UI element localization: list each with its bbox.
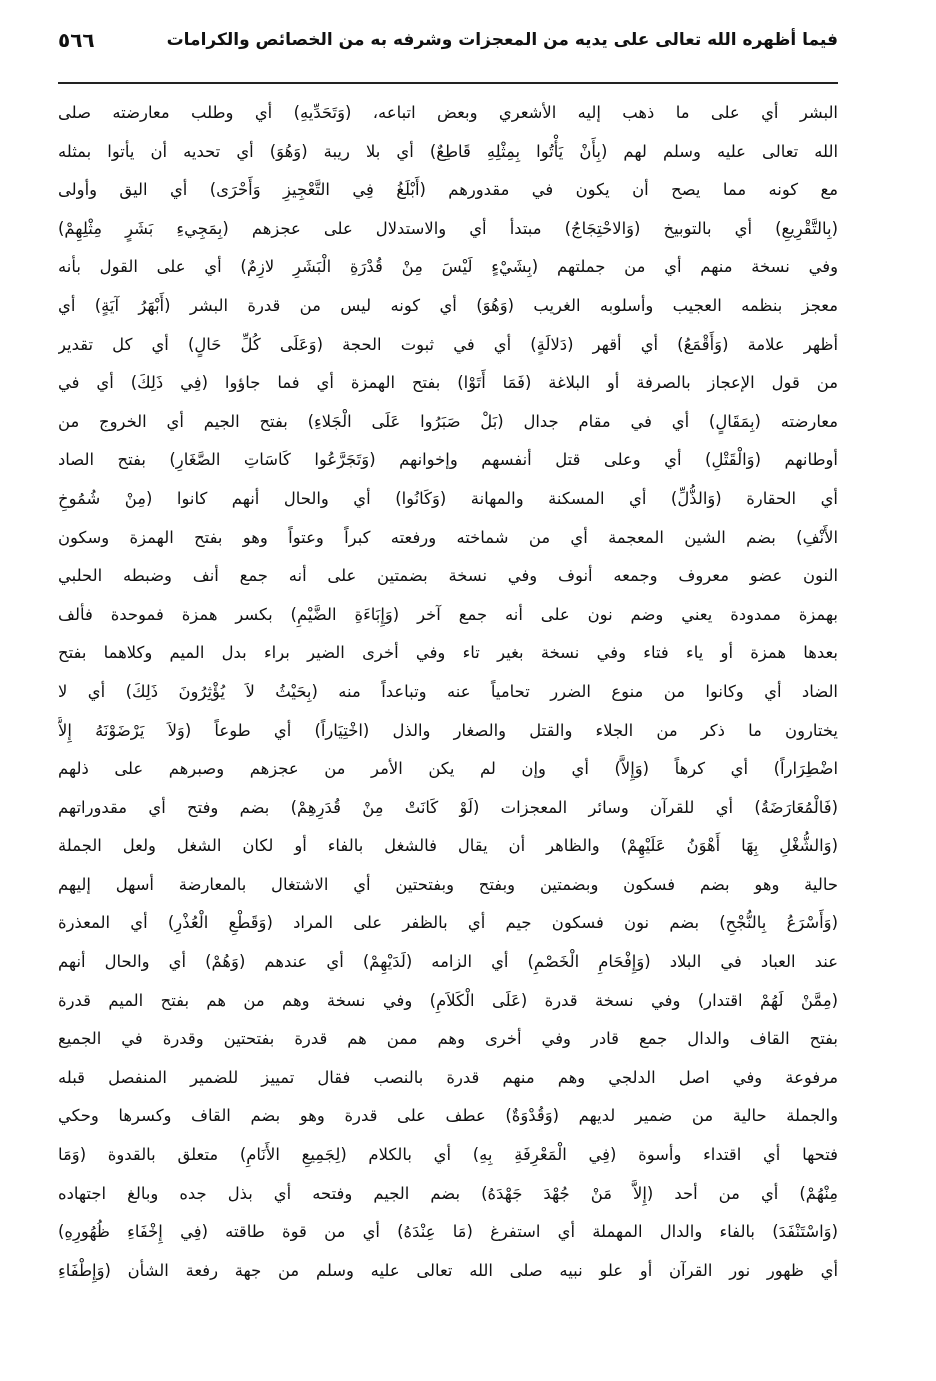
page-header <box>58 18 838 74</box>
text-line: فتحها أي اقتداء وأسوة (فِي الْمَعْرِفَةِ بِهِ) أي بالكلام (لِجَمِيعِ الأَنَامِ) متعلق بالقدوة (وَمَا <box>58 1145 838 1165</box>
page-number: ٥٦٦ <box>58 28 95 52</box>
text-line: عند العباد في البلاد (وَإِفْحَامِ الْخَصْمِ) أي الزامه (لَدَيْهِمْ) أي عندهم (وَهُمْ) أي والحال أنهم <box>58 952 838 972</box>
text-line: النون عضو معروف وجمعه أنوف وفي نسخة بضمتين على أنه جمع أنف وضبطه الحلبي <box>58 566 838 586</box>
text-line: من قول الإعجاز بالصرفة أو البلاغة (فَمَا أَتَوْا) بفتح الهمزة أي فما جاؤوا (فِي ذَلِكَ) أي في <box>58 373 838 393</box>
text-line: بعدها همزة أو ياء فتاء وفي نسخة بغير تاء وفي أخرى الضير براء بدل الميم وكلاهما بفتح <box>58 643 838 663</box>
commentary-text <box>58 94 838 1290</box>
text-line: مع كونه مما يصح أن يكون في مقدورهم (أَبْلَغُ فِي التَّعْجِيزِ وَأَحْرَى) أي اليق وأولى <box>58 180 838 200</box>
text-line: (فَالْمُعَارَضَةُ) أي للقرآن وسائر المعجزات (لَوْ كَانَتْ مِنْ قُدَرِهِمْ) بضم وفتح أي مقدوراتهم <box>58 797 838 817</box>
text-line: (وَاسْتَنْفَدَ) بالفاء والدال المهملة أي استفرغ (مَا عِنْدَهُ) أي من قوة طاقته (فِي إِخْفَاءِ ظُهُورِهِ) <box>58 1222 838 1242</box>
text-line: وفي نسخة منهم أي من جملتهم (بِشَيْءٍ لَيْسَ مِنْ قُدْرَةِ الْبَشَرِ لازِمٌ) أي على القول بأنه <box>58 257 838 277</box>
text-line: معارضته (بِمَقَالٍ) أي في مقام جدال (بَلْ صَبَرُوا عَلَى الْجَلاءِ) بفتح الجيم أي الخروج من <box>58 411 838 431</box>
text-line: معجز بنظمه العجيب وأسلوبه الغريب (وَهُوَ) أي كونه ليس من قدرة البشر (أَبْهَرُ آيَةٍ) أي <box>58 295 838 315</box>
text-line: (مِمَّنْ لَهُمْ اقتدار) وفي نسخة قدرة (عَلَى الْكَلاَمِ) وفي نسخة وهم من هم بفتح الميم قدرة <box>58 990 838 1010</box>
text-line: (وَأَسْرَعُ بِالنُّجْحِ) بضم نون فسكون جيم أي بالظفر على المراد (وَقَطْعِ الْعُذْرِ) أي المعذرة <box>58 913 838 933</box>
text-line: مرفوعة وفي اصل الدلجي وهم منهم قدرة بالنصب فقال تمييز للضمير المنفصل قبله <box>58 1067 838 1087</box>
text-line: حالية وهو بضم فسكون وبضمتين وبفتح وبفتحتين أي الاشتغال بالمعارضة أسهل إليهم <box>58 874 838 894</box>
text-line: (وَالشُّغْلِ بِهَا أَهْوَنُ عَلَيْهِمْ) والظاهر أن يقال فالشغل بالفاء أو لكان الشغل ولعل الجملة <box>58 836 838 856</box>
text-line: الأَنْفِ) بضم الشين المعجمة أي من شماخته ورفعته كبراً وعتواً وهو بفتح الهمزة وسكون <box>58 527 838 547</box>
text-line: بفتح القاف والدال جمع قادر وفي أخرى وهم ممن هم قدرة بفتحتين وقدرة في الجميع <box>58 1029 838 1049</box>
text-line: البشر أي على ما ذهب إليه الأشعري وبعض اتباعه، (وَتَحَدِّيهِ) أي وطلب معارضته صلى <box>58 103 838 122</box>
text-line: أوطانهم (وَالْقَتْلِ) أي وعلى قتل أنفسهم وإخوانهم (وَتَجَرَّعُوا كَاسَاتِ الصَّغَارِ) بفتح الصاد <box>58 450 838 470</box>
text-line: اضْطِرَاراً) أي كرهاً (وَإِلاَّ) أي وإن لم يكن الأمر من عجزهم وصبرهم على ذلهم <box>58 759 838 779</box>
text-line: يختارون ما ذكر من الجلاء والقتل والصغار والذل (اخْتِيَاراً) أي طوعاً (وَلاَ يَرْضَوْنَهُ إِلاَّ <box>58 720 838 740</box>
text-line: الضاد أي وكانوا من منوع الضرر تحامياً عنه وتباعداً منه (بِحَيْثُ لاَ يُؤْثِرُونَ ذَلِكَ) أي لا <box>58 681 838 701</box>
text-line: (بِالتَّقْرِيعِ) أي بالتوبيخ (وَالاحْتِجَاجُ) مبتدأ أي والاستدلال على عجزهم (بِمَجِيءِ بَشَرٍ مِثْلِهِمْ) <box>58 218 838 238</box>
running-title: فيما أظهره الله تعالى على يديه من المعجزات وشرفه به من الخصائص والكرامات <box>166 30 838 50</box>
text-line: أظهر علامة (وَأَقْمَعُ) أي أقهر (دَلالَةٍ) أي في ثبوت الحجة (وَعَلَى كُلِّ حَالٍ) أي كل تقدير <box>58 334 838 354</box>
text-line: أي ظهور نور القرآن أو علو نبيه صلى الله تعالى عليه وسلم من جهة رفعة الشأن (وَإِطْفَاءِ <box>58 1260 838 1280</box>
text-line: والجملة حالية من ضمير لديهم (وَقُدْوَةٌ) عطف على قدرة وهو بضم القاف وكسرها وحكي <box>58 1106 838 1126</box>
text-line: الله تعالى عليه وسلم لهم (بِأَنْ يَأْتُوا بِمِثْلِهِ قَاطِعٌ) أي بلا ريبة (وَهُوَ) أي تحديه أن يأتوا بمثله <box>58 141 838 161</box>
text-line: بهمزة ممدودة يعني وضم نون على أنه جمع آخر (وَإِبَاءَةِ الضَّيْمِ) بكسر همزة فموحدة فألف <box>58 604 838 624</box>
text-line: أي الحقارة (وَالذُّلِّ) أي المسكنة والمهانة (وَكَانُوا) أي والحال أنهم كانوا (مِنْ شُمُوخِ <box>58 488 838 508</box>
text-line: مِنْهُمْ) أي من أحد (إِلاَّ مَنْ جُهْدَ جَهْدَهُ) بضم الجيم وفتحه أي بذل جده وبالغ اجتهاده <box>58 1183 838 1203</box>
header-divider <box>58 82 838 84</box>
